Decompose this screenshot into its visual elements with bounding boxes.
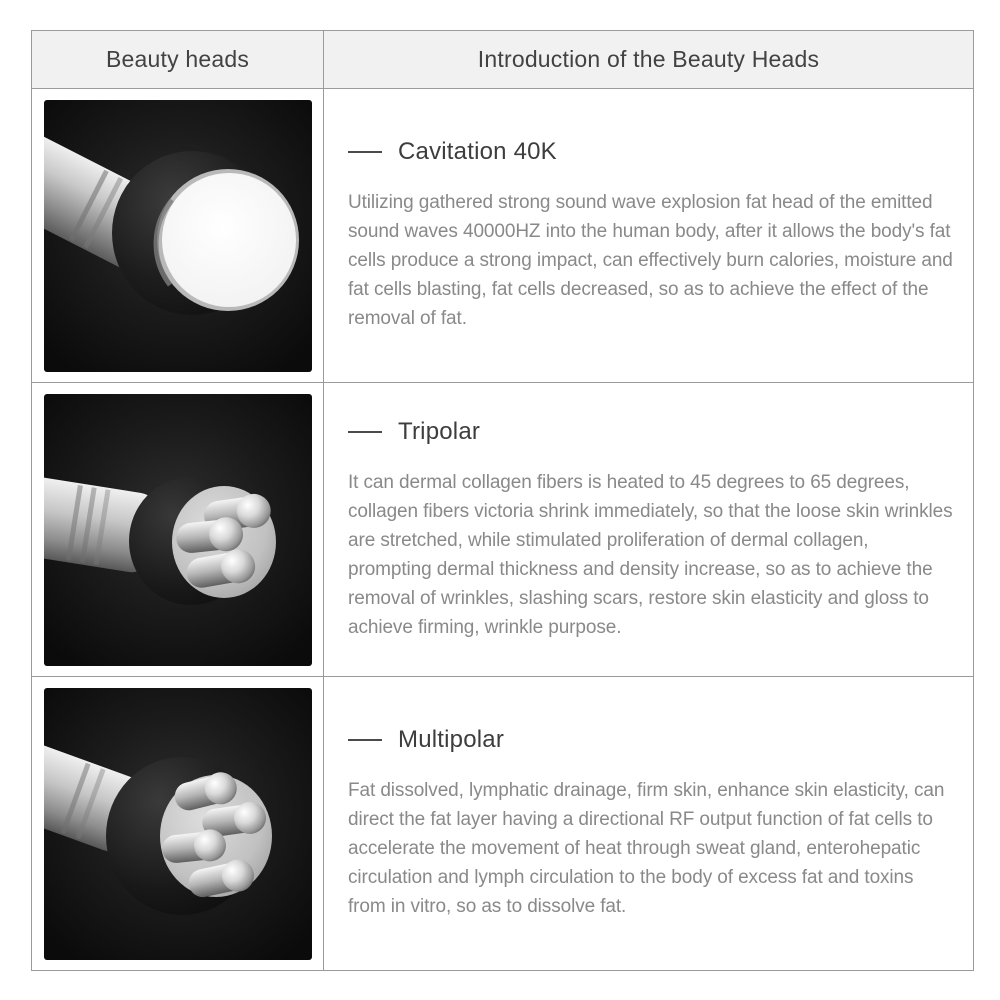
column-header-beauty-heads: Beauty heads <box>32 31 324 89</box>
head-title: Cavitation 40K <box>398 138 557 165</box>
head-description: Utilizing gathered strong sound wave explosion fat head of the emitted sound waves 40000HZ into the human body, after it allows the body's fat cells produce a strong impact, can effectively burn calories, moisture and fat cells blasting, fat cells decreased, so as to achieve the effect of the removal of fat. <box>348 192 953 329</box>
title-dash-icon <box>348 151 382 153</box>
cavitation-image-cell <box>32 89 324 383</box>
cavitation-40k-head-photo <box>44 100 312 372</box>
table-header-row <box>32 31 974 89</box>
head-title: Tripolar <box>398 417 481 445</box>
tripolar-text-cell <box>324 383 974 677</box>
multipolar-image-cell <box>32 677 324 971</box>
column-header-introduction: Introduction of the Beauty Heads <box>324 31 974 89</box>
tripolar-image-cell <box>32 383 324 677</box>
beauty-heads-table <box>31 30 974 971</box>
table-row <box>32 677 974 971</box>
section-title-line <box>348 726 953 754</box>
multipolar-head-photo <box>44 688 312 960</box>
head-description: It can dermal collagen fibers is heated to 45 degrees to 65 degrees, collagen fibers victoria shrink immediately, so that the loose skin wrinkles are stretched, while stimulated proliferation of dermal collagen, prompting dermal thickness and density increase, so as to achieve the removal of wrinkles, slashing scars, restore skin elasticity and gloss to achieve firming, wrinkle purpose. <box>348 471 953 638</box>
table-row <box>32 383 974 677</box>
title-dash-icon <box>348 739 382 741</box>
tripolar-head-photo <box>44 394 312 666</box>
title-dash-icon <box>348 431 382 433</box>
head-title: Multipolar <box>398 726 505 753</box>
section-title-line <box>348 418 953 446</box>
multipolar-text-cell <box>324 677 974 971</box>
section-title-line <box>348 138 953 166</box>
cavitation-text-cell <box>324 89 974 383</box>
table-row <box>32 89 974 383</box>
head-description: Fat dissolved, lymphatic drainage, firm skin, enhance skin elasticity, can direct the fat layer having a directional RF output function of fat cells to accelerate the movement of heat through sweat gland, enterohepatic circulation and lymph circulation to the body of excess fat and toxins from in vitro, so as to dissolve fat. <box>348 780 945 917</box>
